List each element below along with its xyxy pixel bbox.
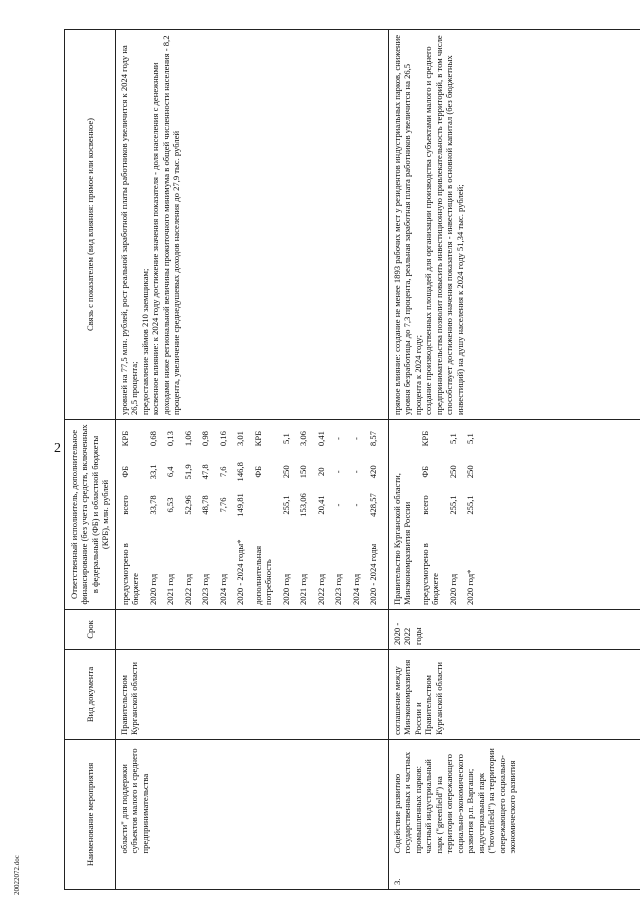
indicator-link-paragraph: косвенное влияние: к 2024 году достижение значения показателя - доля населения с денежными доходами ниже региональной величины прожиточного минимума в общей численности населения - 8,2 процента, увеличение среднедушевых доходов населения до 27,9 тыс. рублей	[150, 35, 182, 415]
financing-total: 33,78	[147, 495, 158, 515]
financing-total: 255,1	[280, 495, 291, 515]
table-row	[115, 29, 388, 889]
header-name: Наименование мероприятия	[65, 739, 116, 889]
financing-krb: 3,01	[235, 431, 246, 447]
financing-total: 48,78	[200, 495, 211, 515]
financing-period: 2020 - 2024 годы*	[235, 539, 246, 605]
financing-period: 2023 год	[200, 573, 211, 605]
financing-row	[419, 422, 447, 607]
financing-period: 2020 год	[280, 573, 291, 605]
financing-krb: 5,1	[447, 433, 458, 444]
financing-fb: 51,9	[182, 464, 193, 480]
header-link: Связь с показателем (вид влияния: прямое или косвенное)	[65, 29, 116, 419]
indicator-link	[115, 29, 388, 419]
financing-fb: 20	[315, 467, 326, 477]
financing-fb: ФБ	[419, 465, 430, 478]
financing-cell	[388, 419, 640, 609]
financing-row	[297, 422, 314, 607]
financing-fb: 7,6	[217, 466, 228, 478]
financing-period: 2022 год	[182, 573, 193, 605]
financing-row	[367, 422, 384, 607]
financing-fb: 250	[280, 465, 291, 479]
financing-krb: 1,06	[182, 431, 193, 447]
financing-fb: ФБ	[119, 465, 130, 478]
financing-row	[252, 422, 280, 607]
financing-krb: 5,1	[280, 433, 291, 444]
header-doc-type: Вид документа	[65, 649, 116, 739]
financing-period: 2020 год	[147, 573, 158, 605]
row-number	[115, 858, 388, 890]
financing-krb: -	[350, 437, 361, 441]
financing-total: 255,1	[447, 495, 458, 515]
measure-name: Содействие развитию государственных и частных промышленных парков: частный индустриальный парк ("greenfield") на территории опережающего социально-экономического развития р.п. Варгаши; индустриальный парк ("brownfield") на территории опережающего социально-экономического развития	[388, 739, 640, 857]
financing-total: 20,41	[315, 495, 326, 515]
financing-period: 2020 год*	[465, 569, 476, 605]
financing-total: всего	[119, 495, 130, 515]
financing-krb: КРБ	[119, 430, 130, 447]
financing-total	[252, 488, 280, 521]
doc-type: соглашение между Минэкономразвития России и Правительством Курганской области	[388, 649, 640, 739]
measures-table	[64, 29, 640, 890]
financing-period: 2020 - 2024 годы	[368, 543, 379, 605]
page-number: 2	[54, 441, 61, 456]
financing-krb: КРБ	[252, 430, 263, 447]
financing-period: 2021 год	[165, 573, 176, 605]
financing-total: всего	[419, 495, 430, 515]
financing-fb: ФБ	[252, 465, 263, 478]
indicator-link-paragraph: предоставление займов 210 заемщикам;	[139, 268, 150, 415]
table-header-row	[65, 29, 116, 889]
financing-total: 149,81	[235, 493, 246, 517]
row-number: 3.	[388, 858, 640, 890]
financing-total: 428,57	[368, 493, 379, 517]
financing-krb: 8,57	[368, 431, 379, 447]
doc-type: Правительством Курганской области	[115, 649, 388, 739]
financing-period: предусмотрено в бюджете	[119, 543, 141, 605]
financing-period: предусмотрено в бюджете	[419, 543, 441, 605]
financing-period: дополнительная потребность	[252, 545, 274, 605]
indicator-link-paragraph: уровней на 77,5 млн. рублей, рост реальной заработной платы работников увеличится к 2024 году на 26,5 процента;	[118, 45, 140, 415]
financing-fb: 6,4	[165, 466, 176, 478]
financing-krb: КРБ	[419, 430, 430, 447]
financing-cell	[115, 419, 388, 609]
financing-row	[234, 422, 251, 607]
financing-total: 7,76	[217, 497, 228, 513]
financing-row	[164, 422, 181, 607]
header-term: Срок	[65, 609, 116, 649]
financing-fb: 33,1	[147, 464, 158, 480]
financing-krb: 0,98	[200, 431, 211, 447]
financing-fb: 47,8	[200, 464, 211, 480]
financing-fb: 146,8	[235, 462, 246, 482]
financing-fb: 420	[368, 465, 379, 479]
financing-fb: 250	[465, 465, 476, 479]
file-footer: 20022072.doc	[13, 855, 21, 895]
financing-row	[182, 422, 199, 607]
header-financing: Ответственный исполнитель, дополнительное финансирование (без учета средств, включенных в федеральный (ФБ) и областной бюджеты (КРБ), млн. рублей	[65, 419, 116, 609]
financing-krb: 0,13	[165, 431, 176, 447]
financing-period: 2021 год	[298, 573, 309, 605]
financing-row	[464, 422, 481, 607]
financing-row	[217, 422, 234, 607]
financing-fb: -	[350, 470, 361, 474]
financing-row	[147, 422, 164, 607]
financing-period: 2024 год	[217, 573, 228, 605]
financing-fb: -	[333, 470, 344, 474]
financing-row	[199, 422, 216, 607]
financing-fb: 150	[298, 465, 309, 479]
indicator-link	[388, 29, 640, 419]
financing-period: 2023 год	[333, 573, 344, 605]
financing-krb: -	[333, 437, 344, 441]
financing-total: -	[333, 503, 344, 507]
indicator-link-paragraph: создание производственных площадей для организации производства субъектами малого и среднего предпринимательства позволит повысить инвестиционную привлекательность территорий, в том числе способствует достижению значения показателя - инвестиции в основной капитал (без бюджетных инвестиций) на душу населения к 2024 году 51,34 тыс. рублей;	[423, 35, 465, 415]
table-row	[388, 29, 640, 889]
measure-name: области" для поддержки субъектов малого и среднего предпринимательства	[115, 739, 388, 857]
financing-krb: 3,06	[298, 431, 309, 447]
financing-fb: 250	[447, 465, 458, 479]
financing-table	[419, 422, 482, 607]
financing-period: 2024 год	[350, 573, 361, 605]
financing-period: 2022 год	[315, 573, 326, 605]
financing-table	[119, 422, 385, 607]
financing-total: 153,06	[298, 493, 309, 517]
financing-row	[447, 422, 464, 607]
financing-row	[280, 422, 297, 607]
term	[115, 609, 388, 649]
financing-row	[315, 422, 332, 607]
financing-krb: 0,16	[217, 431, 228, 447]
financing-period: 2020 год	[447, 573, 458, 605]
financing-total: 255,1	[465, 495, 476, 515]
financing-row	[332, 422, 349, 607]
financing-total: -	[350, 503, 361, 507]
financing-krb: 0,68	[147, 431, 158, 447]
financing-total: 6,53	[165, 497, 176, 513]
rotated-table-page	[64, 15, 634, 890]
financing-row	[350, 422, 367, 607]
executor: Правительство Курганской области, Минэкономразвития России	[391, 473, 413, 605]
financing-total: 52,96	[182, 495, 193, 515]
financing-row	[119, 422, 147, 607]
financing-krb: 0,41	[315, 431, 326, 447]
term: 2020 - 2022 годы	[388, 609, 640, 649]
financing-krb: 5,1	[465, 433, 476, 444]
indicator-link-paragraph: прямое влияние: создание не менее 1893 рабочих мест у резидентов индустриальных парков, снижение уровня безработицы до 7,3 процента, реальная заработная плата работников увеличится на 26,5 процента к 2024 году;	[391, 34, 423, 415]
